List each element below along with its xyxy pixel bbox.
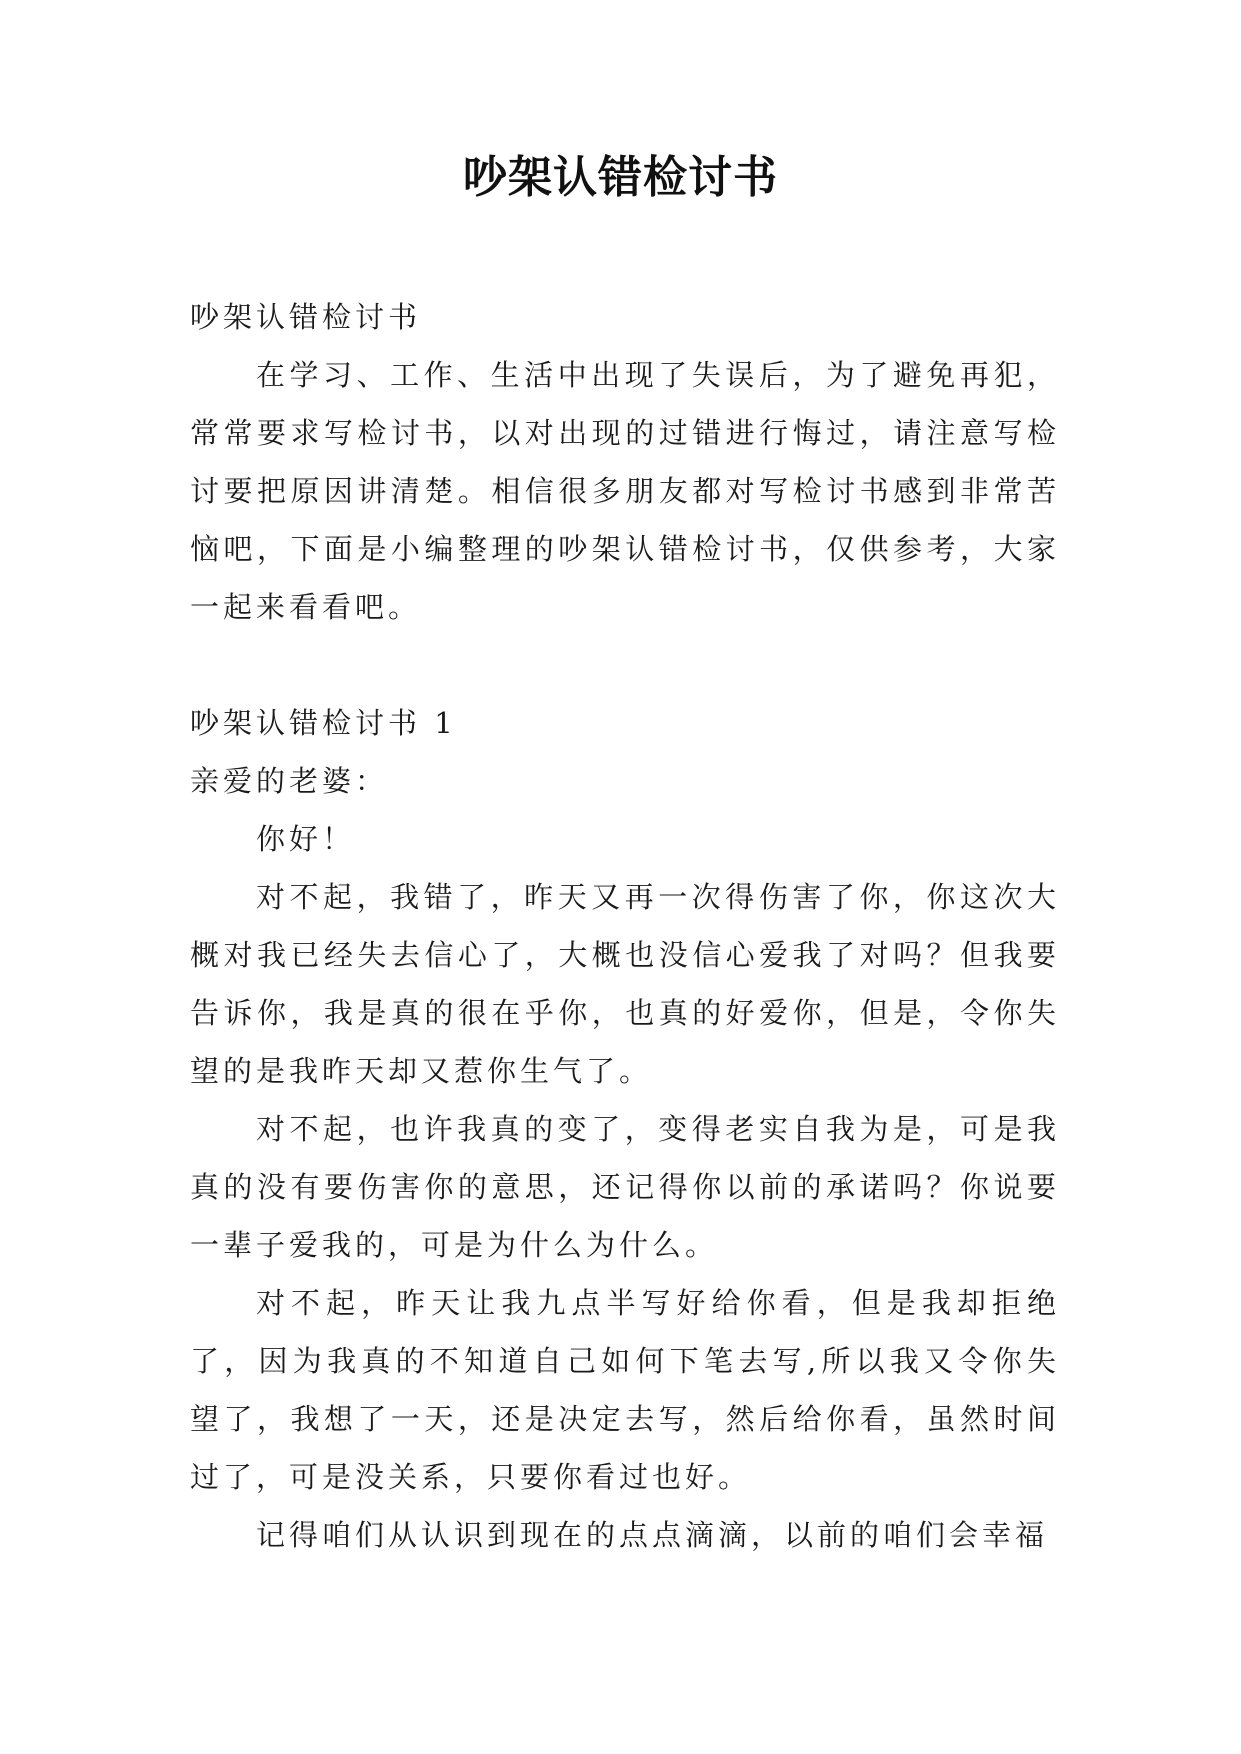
body-paragraph: 对不起，昨天让我九点半写好给你看，但是我却拒绝了，因为我真的不知道自己如何下笔去写,所以我又令你失望了，我想了一天，还是决定去写，然后给你看，虽然时间过了，可是没关系，只要你看过也好。 <box>190 1286 1060 1494</box>
salutation: 亲爱的老婆： <box>190 764 389 798</box>
body-paragraph: 对不起，也许我真的变了，变得老实自我为是，可是我真的没有要伤害你的意思，还记得你以前的承诺吗？你说要一辈子爱我的，可是为什么为什么。 <box>190 1112 1060 1262</box>
body-paragraph: 对不起，我错了，昨天又再一次得伤害了你，你这次大概对我已经失去信心了，大概也没信心爱我了对吗？但我要告诉你，我是真的很在乎你，也真的好爱你，但是，令你失望的是我昨天却又惹你生气了。 <box>190 880 1060 1088</box>
document-body <box>190 288 1060 1564</box>
body-paragraph: 记得咱们从认识到现在的点点滴滴，以前的咱们会幸福 <box>256 1518 1049 1552</box>
document-title: 吵架认错检讨书 <box>463 152 778 203</box>
section-heading: 吵架认错检讨书 1 <box>190 706 457 740</box>
greeting: 你好！ <box>256 822 356 856</box>
document-subtitle: 吵架认错检讨书 <box>190 300 422 334</box>
intro-paragraph: 在学习、工作、生活中出现了失误后，为了避免再犯，常常要求写检讨书，以对出现的过错进行悔过，请注意写检讨要把原因讲清楚。相信很多朋友都对写检讨书感到非常苦恼吧，下面是小编整理的吵架认错检讨书，仅供参考，大家一起来看看吧。 <box>190 358 1060 624</box>
